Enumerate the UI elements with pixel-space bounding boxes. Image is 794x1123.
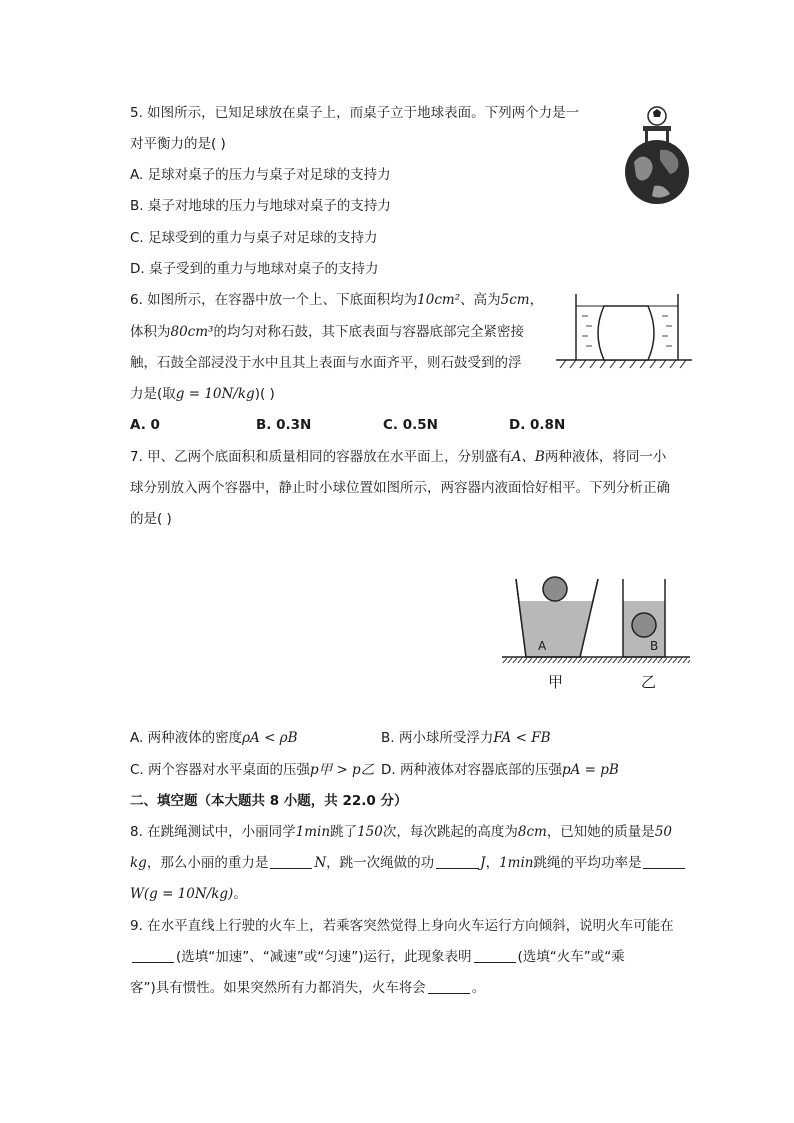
q5-option-b: B. 桌子对地球的压力与地球对桌子的支持力 (130, 198, 391, 214)
q8-stem-line2: kg，那么小丽的重力是 N，跳一次绳做的功 J，1min跳绳的平均功率是 (130, 853, 687, 873)
q5-option-c: C. 足球受到的重力与桌子对足球的支持力 (130, 230, 378, 246)
q6-container-figure (556, 292, 692, 370)
q6-stem-line4: 力是(取g = 10N/kg)( ) (130, 386, 275, 402)
q8-blank-1[interactable] (270, 854, 312, 869)
q5-option-a: A. 足球对桌子的压力与桌子对足球的支持力 (130, 167, 391, 183)
q7-liquid-label-b: B (650, 639, 659, 653)
q5-earth-figure (620, 102, 694, 206)
q7-label-jia: 甲 (548, 673, 564, 691)
q5-stem-line1: 5. 如图所示，已知足球放在桌子上，而桌子立于地球表面。下列两个力是一 (130, 105, 580, 121)
q6-option-a: A. 0 (130, 417, 160, 433)
q6-option-d: D. 0.8N (509, 417, 566, 433)
stone-drum (598, 306, 654, 360)
q9-blank-2[interactable] (474, 948, 516, 963)
q7-stem-line3: 的是( ) (130, 511, 172, 527)
q7-option-d: D. 两种液体对容器底部的压强pA = pB (381, 762, 619, 778)
q9-stem-line1: 9. 在水平直线上行驶的火车上，若乘客突然觉得上身向火车运行方向倾斜，说明火车可能在 (130, 918, 674, 934)
q7-stem-line2: 球分别放入两个容器中，静止时小球位置如图所示，两容器内液面恰好相平。下列分析正确 (130, 480, 670, 496)
q6-stem-line1: 6. 如图所示，在容器中放一个上、下底面积均为10cm²、高为5cm， (130, 292, 544, 308)
q8-blank-3[interactable] (643, 854, 685, 869)
section-title-fill-in: 二、填空题（本大题共 8 小题，共 22.0 分） (130, 793, 408, 809)
q6-option-c: C. 0.5N (383, 417, 438, 433)
table-top (643, 126, 671, 131)
q6-stem-line2: 体积为80cm³的均匀对称石鼓，其下底表面与容器底部完全紧密接 (130, 324, 524, 340)
q6-stem-line3: 触，石鼓全部浸没于水中且其上表面与水面齐平，则石鼓受到的浮 (130, 355, 522, 371)
q7-option-c: C. 两个容器对水平桌面的压强p甲 > p乙 (130, 762, 375, 778)
q9-blank-3[interactable] (428, 979, 470, 994)
q9-blank-1[interactable] (132, 948, 174, 963)
q9-stem-line2: (选填“加速”、“减速”或“匀速”)运行，此现象表明 (选填“火车”或“乘 (130, 947, 625, 967)
q7-option-b: B. 两小球所受浮力FA < FB (381, 730, 551, 746)
q7-label-yi: 乙 (641, 673, 657, 691)
q8-blank-2[interactable] (436, 854, 478, 869)
q8-stem-line1: 8. 在跳绳测试中，小丽同学1min跳了150次，每次跳起的高度为8cm，已知她的质量是50 (130, 824, 672, 840)
q5-option-d: D. 桌子受到的重力与地球对桌子的支持力 (130, 261, 379, 277)
q6-option-b: B. 0.3N (256, 417, 312, 433)
q7-stem-line1: 7. 甲、乙两个底面积和质量相同的容器放在水平面上，分别盛有A、B两种液体，将同一小 (130, 449, 667, 465)
q7-option-a: A. 两种液体的密度ρA < ρB (130, 730, 298, 746)
q5-stem-line2: 对平衡力的是( ) (130, 136, 226, 152)
q7-containers-figure (502, 574, 692, 694)
ball-yi (632, 613, 656, 637)
q9-stem-line3: 客”)具有惯性。如果突然所有力都消失，火车将会 。 (130, 980, 486, 996)
q7-liquid-label-a: A (538, 639, 547, 653)
q8-stem-line3: W(g = 10N/kg)。 (130, 886, 247, 902)
ball-jia (543, 577, 567, 601)
